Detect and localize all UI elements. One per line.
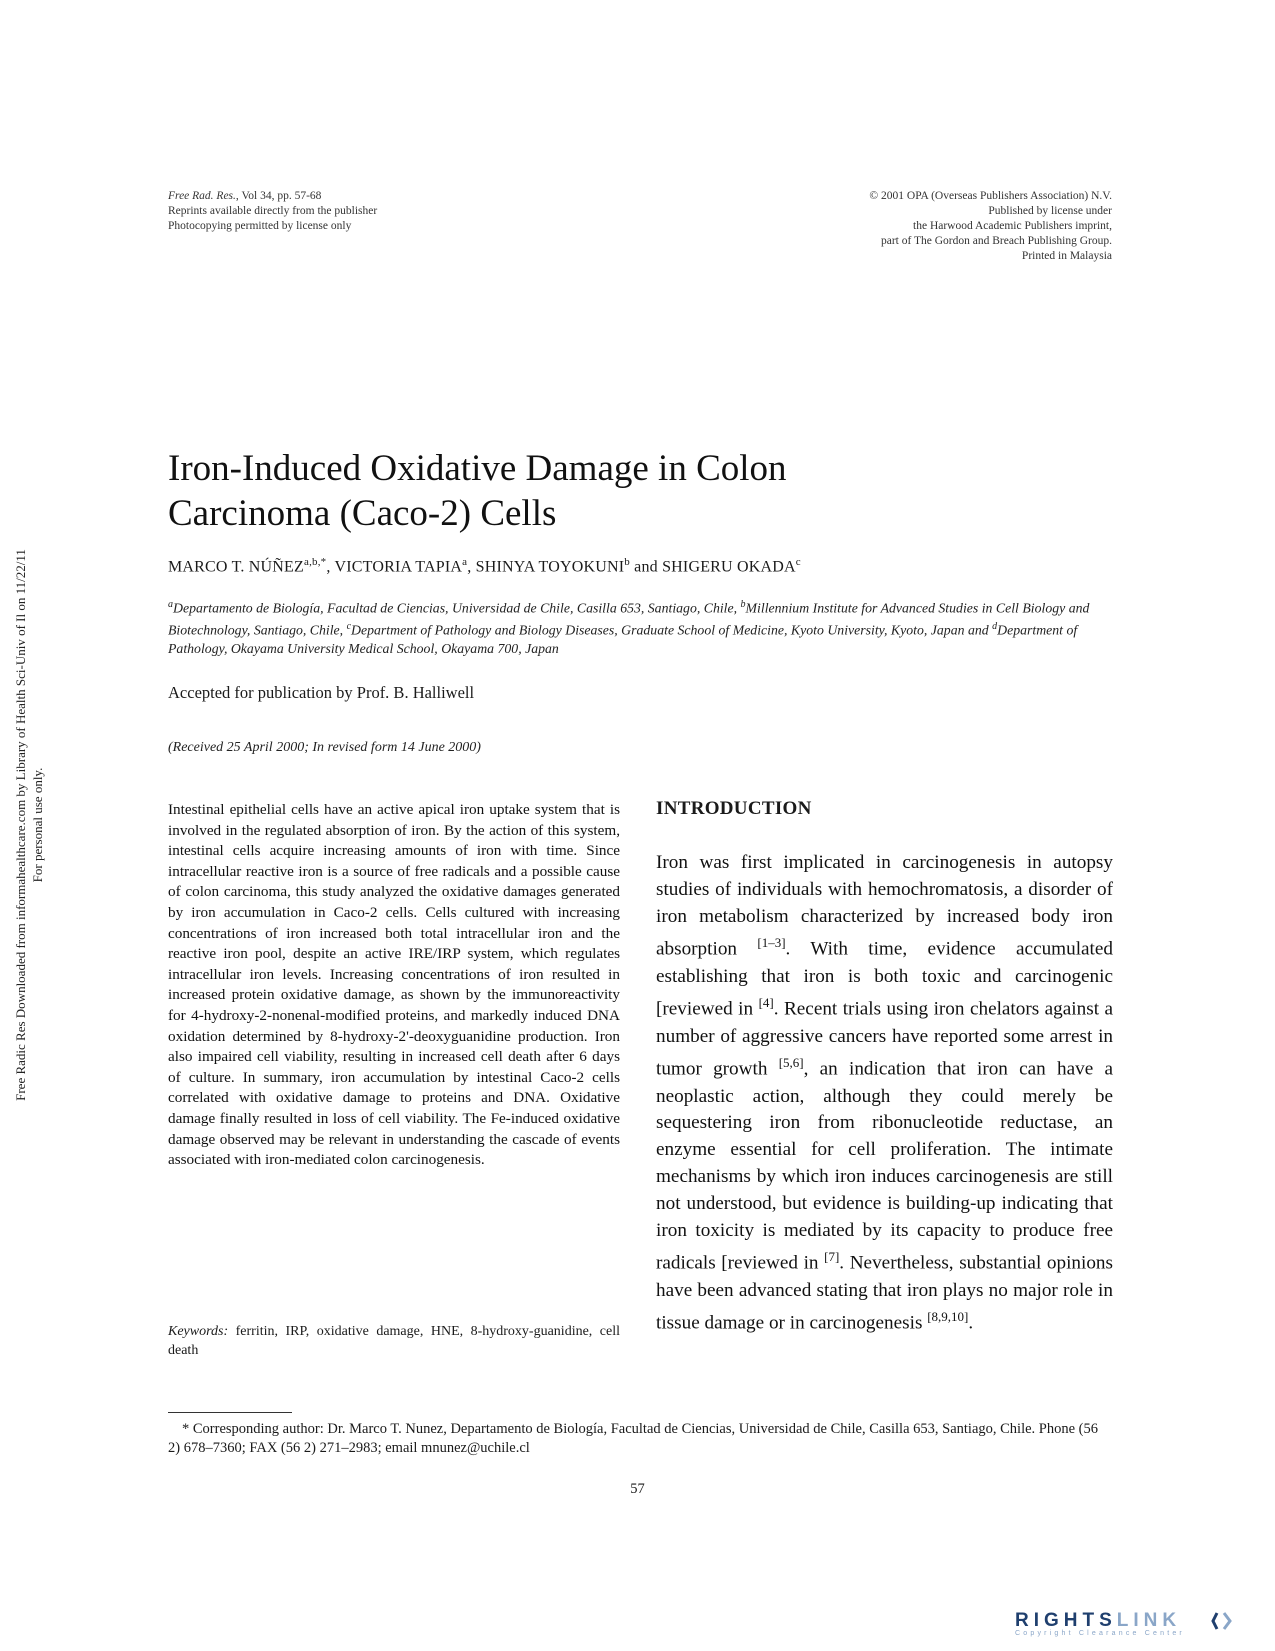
introduction-heading: INTRODUCTION	[656, 798, 812, 819]
copyright-line: © 2001 OPA (Overseas Publishers Association) N.V.	[869, 190, 1112, 202]
affiliation-mark: a	[168, 599, 173, 610]
footnote-rule	[168, 1412, 292, 1413]
keywords	[168, 1322, 620, 1360]
introduction-body	[656, 850, 1113, 1338]
introduction-text: Iron was first implicated in carcinogenesis in autopsy studies of individuals with hemochromatosis, a disorder of iron metabolism characterized by increased body iron absorption	[656, 852, 1113, 960]
author-separator: and	[629, 558, 663, 576]
title-line-1: Iron-Induced Oxidative Damage in Colon	[168, 448, 787, 489]
citation-reference: [5,6]	[778, 1055, 804, 1071]
corresponding-author-footnote: * Corresponding author: Dr. Marco T. Nunez, Departamento de Biología, Facultad de Ciencias, Universidad de Chile, Casilla 653, Santiago, Chile. Phone (56 2) 678–7360; FAX (56 2) 271–2983; email mnunez@uchile.cl	[168, 1421, 1098, 1456]
author-affiliation-mark: a,b,*	[304, 556, 327, 568]
journal-header-right	[700, 189, 1112, 264]
author-name: VICTORIA TAPIA	[334, 558, 463, 576]
affiliation-text: Millennium Institute for Advanced Studies in Cell Biology and Biotechnology, Santiago, Chile,	[168, 600, 1090, 638]
affiliations	[168, 596, 1113, 659]
paper-title	[168, 446, 1068, 536]
author-name: SHIGERU OKADA	[662, 558, 796, 576]
affiliation-text: Department of Pathology, Okayama University Medical School, Okayama 700, Japan	[168, 622, 1078, 657]
author-name: MARCO T. NÚÑEZ	[168, 558, 304, 576]
page-number: 57	[630, 1481, 645, 1497]
photocopy-note: Photocopying permitted by license only	[168, 220, 352, 232]
download-notice	[2, 460, 56, 1190]
author-affiliation-mark: a	[462, 556, 468, 568]
license-line: Published by license under	[988, 205, 1112, 217]
rightslink-arrow-icon	[1211, 1610, 1235, 1632]
introduction-text: , an indication that iron can have a neoplastic action, although they could merely be sequestering iron from ribonucleotide reductase, an enzyme essential for cell proliferation. The intimate mechanisms by which iron induces carcinogenesis are still not understood, but evidence is building-up indicating that iron toxicity is mediated by its capacity to produce free radicals [reviewed in	[656, 1058, 1113, 1274]
imprint-line: the Harwood Academic Publishers imprint,	[913, 220, 1112, 232]
title-line-2: Carcinoma (Caco-2) Cells	[168, 493, 557, 534]
affiliation-text: Departamento de Biología, Facultad de Ciencias, Universidad de Chile, Casilla 653, Santiago, Chile,	[173, 600, 741, 616]
keywords-label: Keywords:	[168, 1324, 229, 1339]
download-notice-text: Free Radic Res Downloaded from informahealthcare.com by Library of Health Sci-Univ of Il on 11/22/11 For personal use only.	[13, 549, 45, 1101]
received-dates: (Received 25 April 2000; In revised form 14 June 2000)	[168, 740, 481, 755]
citation-reference: [8,9,10]	[927, 1309, 969, 1325]
author-affiliation-mark: b	[624, 556, 630, 568]
journal-volume: , Vol 34, pp. 57-68	[235, 190, 322, 202]
introduction-text: .	[968, 1312, 974, 1334]
accepted-note: Accepted for publication by Prof. B. Halliwell	[168, 683, 475, 702]
printed-line: Printed in Malaysia	[1021, 250, 1112, 262]
author-name: SHINYA TOYOKUNI	[475, 558, 625, 576]
introduction-text: . Recent trials using iron chelators against a number of aggressive cancers have reported some arrest in tumor growth	[656, 998, 1113, 1080]
introduction-text: . With time, evidence accumulated establishing that iron is both toxic and carcinogenic [reviewed in	[656, 938, 1113, 1020]
logo-tagline: Copyright Clearance Center	[1015, 1630, 1185, 1637]
citation-reference: [7]	[824, 1249, 840, 1265]
rightslink-logo[interactable]	[1015, 1610, 1255, 1642]
logo-part-rights: RIGHTS	[1015, 1610, 1117, 1631]
citation-reference: [4]	[758, 995, 774, 1011]
journal-name: Free Rad. Res.	[168, 190, 236, 202]
author-affiliation-mark: c	[795, 556, 801, 568]
affiliation-mark: b	[740, 599, 746, 610]
journal-header-left	[168, 189, 528, 234]
citation-reference: [1–3]	[757, 935, 786, 951]
reprints-note: Reprints available directly from the publisher	[168, 205, 378, 217]
affiliation-text: Department of Pathology and Biology Diseases, Graduate School of Medicine, Kyoto University, Kyoto, Japan and	[351, 622, 993, 638]
affiliation-mark: d	[992, 621, 998, 633]
keywords-text: ferritin, IRP, oxidative damage, HNE, 8-hydroxy-guanidine, cell death	[168, 1324, 620, 1358]
rightslink-wordmark	[1015, 1610, 1181, 1632]
introduction-text: . Nevertheless, substantial opinions have been advanced stating that iron plays no major role in tissue damage or in carcinogenesis	[656, 1252, 1113, 1334]
group-line: part of The Gordon and Breach Publishing Group.	[880, 235, 1112, 247]
abstract: Intestinal epithelial cells have an active apical iron uptake system that is involved in the regulated absorption of iron. By the action of this system, intestinal cells acquire increasing amounts of iron with time. Since intracellular reactive iron is a source of free radicals and a possible cause of colon carcinoma, this study analyzed the oxidative damages generated by iron accumulation in Caco-2 cells. Cells cultured with increasing concentrations of iron increased both total intracellular iron and the reactive iron pool, despite an active IRE/IRP system, which regulates intracellular iron levels. Increasing concentrations of iron resulted in increased protein oxidative damage, as shown by the immunoreactivity for 4-hydroxy-2-nonenal-modified proteins, and markedly induced DNA oxidation determined by 8-hydroxy-2'-deoxyguanidine production. Iron also impaired cell viability, resulting in increased cell death after 6 days of culture. In summary, iron accumulation by intestinal Caco-2 cells correlated with oxidative damage to proteins and DNA. Oxidative damage finally resulted in loss of cell viability. The Fe-induced oxidative damage observed may be relevant in understanding the cascade of events associated with iron-mediated colon carcinogenesis.	[168, 801, 620, 1169]
logo-part-link: LINK	[1116, 1610, 1182, 1631]
author-list	[168, 551, 1118, 578]
author-separator: ,	[326, 558, 335, 576]
author-separator: ,	[467, 558, 476, 576]
affiliation-mark: c	[346, 621, 352, 633]
